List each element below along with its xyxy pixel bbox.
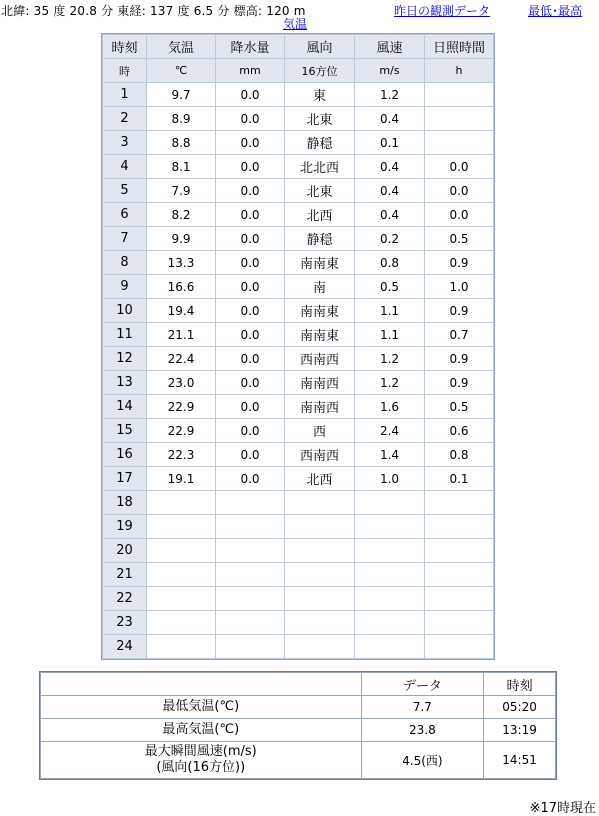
wind-speed-cell (355, 515, 424, 538)
summary-header-row (41, 673, 555, 695)
temperature-cell (147, 539, 215, 562)
precipitation-cell: 0.0 (216, 155, 284, 178)
hour-cell: 3 (103, 131, 146, 154)
wind-speed-cell: 1.2 (355, 83, 424, 106)
table-row (103, 611, 493, 634)
sunshine-cell: 1.0 (425, 275, 493, 298)
unit-header-wind-speed: m/s (355, 59, 424, 82)
sunshine-cell: 0.9 (425, 371, 493, 394)
precipitation-cell: 0.0 (216, 395, 284, 418)
table-row (103, 587, 493, 610)
wind-direction-cell (285, 491, 354, 514)
precipitation-cell: 0.0 (216, 275, 284, 298)
summary-time: 14:51 (484, 742, 555, 778)
wind-direction-cell: 北東 (285, 179, 354, 202)
wind-speed-cell: 1.1 (355, 299, 424, 322)
unit-header-temperature: ℃ (147, 59, 215, 82)
temperature-cell: 22.9 (147, 395, 215, 418)
temperature-cell: 22.3 (147, 443, 215, 466)
temperature-cell: 9.9 (147, 227, 215, 250)
temperature-cell: 23.0 (147, 371, 215, 394)
sunshine-cell: 0.5 (425, 227, 493, 250)
temperature-cell (147, 635, 215, 658)
sunshine-cell (425, 83, 493, 106)
wind-direction-cell (285, 539, 354, 562)
wind-speed-cell (355, 563, 424, 586)
table-row (103, 443, 493, 466)
wind-direction-cell: 西南西 (285, 443, 354, 466)
sunshine-cell (425, 515, 493, 538)
wind-speed-cell (355, 635, 424, 658)
sunshine-cell: 0.5 (425, 395, 493, 418)
precipitation-cell: 0.0 (216, 467, 284, 490)
summary-row (41, 696, 555, 718)
table-row (103, 83, 493, 106)
precipitation-cell: 0.0 (216, 83, 284, 106)
hourly-observation-table (101, 33, 495, 660)
current-time-note: ※17時現在 (529, 801, 596, 816)
wind-speed-cell (355, 491, 424, 514)
precipitation-cell: 0.0 (216, 419, 284, 442)
wind-direction-cell: 北東 (285, 107, 354, 130)
table-row (103, 539, 493, 562)
table-row (103, 419, 493, 442)
wind-speed-cell (355, 611, 424, 634)
sunshine-cell (425, 107, 493, 130)
precipitation-cell: 0.0 (216, 251, 284, 274)
precipitation-cell: 0.0 (216, 323, 284, 346)
unit-header-wind-direction: 16方位 (285, 59, 354, 82)
table-row (103, 251, 493, 274)
precipitation-cell: 0.0 (216, 347, 284, 370)
hour-cell: 7 (103, 227, 146, 250)
wind-speed-cell (355, 587, 424, 610)
table-row (103, 371, 493, 394)
hour-cell: 6 (103, 203, 146, 226)
summary-label: 最大瞬間風速(m/s) (風向(16方位)) (41, 742, 361, 778)
wind-direction-cell: 南南西 (285, 395, 354, 418)
wind-direction-cell: 南南東 (285, 323, 354, 346)
hour-cell: 20 (103, 539, 146, 562)
hour-cell: 17 (103, 467, 146, 490)
wind-direction-cell: 南南東 (285, 299, 354, 322)
wind-direction-cell (285, 635, 354, 658)
temperature-cell: 7.9 (147, 179, 215, 202)
temperature-cell: 22.4 (147, 347, 215, 370)
wind-direction-cell: 北西 (285, 467, 354, 490)
table-row (103, 635, 493, 658)
wind-speed-cell: 0.5 (355, 275, 424, 298)
temperature-cell: 16.6 (147, 275, 215, 298)
summary-row (41, 742, 555, 778)
precipitation-cell: 0.0 (216, 299, 284, 322)
precipitation-cell (216, 587, 284, 610)
wind-direction-cell: 東 (285, 83, 354, 106)
wind-speed-cell: 1.2 (355, 371, 424, 394)
wind-speed-cell: 1.6 (355, 395, 424, 418)
temperature-cell: 8.2 (147, 203, 215, 226)
precipitation-cell (216, 515, 284, 538)
table-row (103, 107, 493, 130)
wind-direction-cell: 北西 (285, 203, 354, 226)
wind-direction-cell (285, 563, 354, 586)
sunshine-cell (425, 539, 493, 562)
precipitation-cell: 0.0 (216, 131, 284, 154)
wind-direction-cell: 西 (285, 419, 354, 442)
table-row (103, 467, 493, 490)
hour-cell: 4 (103, 155, 146, 178)
hour-cell: 21 (103, 563, 146, 586)
hour-cell: 11 (103, 323, 146, 346)
sunshine-cell: 0.9 (425, 347, 493, 370)
wind-speed-cell: 0.1 (355, 131, 424, 154)
precipitation-cell: 0.0 (216, 443, 284, 466)
hour-cell: 9 (103, 275, 146, 298)
summary-header-time: 時刻 (484, 673, 555, 695)
temperature-cell (147, 587, 215, 610)
wind-direction-cell: 南南西 (285, 371, 354, 394)
precipitation-cell (216, 611, 284, 634)
table-unit-row (103, 59, 493, 82)
precipitation-cell: 0.0 (216, 107, 284, 130)
wind-direction-cell: 静穏 (285, 227, 354, 250)
hour-cell: 22 (103, 587, 146, 610)
table-row (103, 563, 493, 586)
temperature-cell: 8.1 (147, 155, 215, 178)
sunshine-cell: 0.9 (425, 251, 493, 274)
table-row (103, 179, 493, 202)
sunshine-cell: 0.1 (425, 467, 493, 490)
summary-label: 最低気温(℃) (41, 696, 361, 718)
table-row (103, 275, 493, 298)
precipitation-cell: 0.0 (216, 227, 284, 250)
hour-cell: 14 (103, 395, 146, 418)
wind-speed-cell: 1.1 (355, 323, 424, 346)
temperature-cell: 8.9 (147, 107, 215, 130)
wind-speed-cell: 2.4 (355, 419, 424, 442)
summary-time: 05:20 (484, 696, 555, 718)
table-row (103, 299, 493, 322)
sunshine-cell (425, 587, 493, 610)
precipitation-cell: 0.0 (216, 203, 284, 226)
table-row (103, 203, 493, 226)
column-header-hour: 時刻 (103, 35, 146, 58)
wind-direction-cell: 西南西 (285, 347, 354, 370)
table-row (103, 515, 493, 538)
temperature-cell: 22.9 (147, 419, 215, 442)
table-row (103, 131, 493, 154)
summary-header-data: データ (362, 673, 484, 695)
precipitation-cell (216, 491, 284, 514)
sunshine-cell (425, 635, 493, 658)
precipitation-cell (216, 635, 284, 658)
summary-value: 7.7 (362, 696, 484, 718)
min-max-temp-link[interactable]: 最低･最高 (528, 4, 583, 18)
wind-speed-cell: 0.8 (355, 251, 424, 274)
sunshine-cell: 0.0 (425, 179, 493, 202)
hour-cell: 12 (103, 347, 146, 370)
sunshine-cell (425, 491, 493, 514)
sunshine-cell: 0.0 (425, 203, 493, 226)
hour-cell: 16 (103, 443, 146, 466)
temperature-cell: 19.4 (147, 299, 215, 322)
summary-header-blank (41, 673, 361, 695)
sunshine-cell (425, 563, 493, 586)
temperature-cell (147, 515, 215, 538)
unit-header-hour: 時 (103, 59, 146, 82)
min-max-temp-link-continued[interactable]: 気温 (283, 17, 308, 31)
temperature-cell: 19.1 (147, 467, 215, 490)
hour-cell: 2 (103, 107, 146, 130)
wind-speed-cell: 1.2 (355, 347, 424, 370)
hour-cell: 23 (103, 611, 146, 634)
yesterday-data-link[interactable]: 昨日の観測データ (394, 4, 491, 18)
hour-cell: 19 (103, 515, 146, 538)
wind-direction-cell: 南 (285, 275, 354, 298)
column-header-sunshine: 日照時間 (425, 35, 493, 58)
temperature-cell (147, 563, 215, 586)
unit-header-precipitation: mm (216, 59, 284, 82)
hour-cell: 1 (103, 83, 146, 106)
unit-header-sunshine: h (425, 59, 493, 82)
temperature-cell (147, 491, 215, 514)
column-header-wind-direction: 風向 (285, 35, 354, 58)
column-header-precipitation: 降水量 (216, 35, 284, 58)
wind-speed-cell: 0.4 (355, 107, 424, 130)
precipitation-cell (216, 539, 284, 562)
precipitation-cell: 0.0 (216, 371, 284, 394)
wind-speed-cell: 0.4 (355, 155, 424, 178)
daily-summary-table (39, 671, 557, 780)
table-row (103, 323, 493, 346)
wind-direction-cell: 静穏 (285, 131, 354, 154)
wind-direction-cell (285, 611, 354, 634)
summary-value: 4.5(西) (362, 742, 484, 778)
temperature-cell: 9.7 (147, 83, 215, 106)
summary-time: 13:19 (484, 719, 555, 741)
hour-cell: 18 (103, 491, 146, 514)
table-row (103, 395, 493, 418)
hour-cell: 13 (103, 371, 146, 394)
hour-cell: 8 (103, 251, 146, 274)
station-location-info: 北緯: 35 度 20.8 分 東経: 137 度 6.5 分 標高: 120 m (1, 4, 306, 18)
table-row (103, 491, 493, 514)
wind-speed-cell (355, 539, 424, 562)
wind-direction-cell: 南南東 (285, 251, 354, 274)
temperature-cell: 13.3 (147, 251, 215, 274)
hour-cell: 15 (103, 419, 146, 442)
sunshine-cell: 0.7 (425, 323, 493, 346)
precipitation-cell (216, 563, 284, 586)
table-row (103, 155, 493, 178)
sunshine-cell: 0.8 (425, 443, 493, 466)
wind-direction-cell (285, 515, 354, 538)
wind-speed-cell: 1.0 (355, 467, 424, 490)
wind-direction-cell: 北北西 (285, 155, 354, 178)
hour-cell: 5 (103, 179, 146, 202)
precipitation-cell: 0.0 (216, 179, 284, 202)
column-header-temperature: 気温 (147, 35, 215, 58)
sunshine-cell: 0.9 (425, 299, 493, 322)
hour-cell: 10 (103, 299, 146, 322)
table-row (103, 347, 493, 370)
hour-cell: 24 (103, 635, 146, 658)
sunshine-cell (425, 611, 493, 634)
column-header-wind-speed: 風速 (355, 35, 424, 58)
summary-value: 23.8 (362, 719, 484, 741)
temperature-cell: 8.8 (147, 131, 215, 154)
wind-speed-cell: 1.4 (355, 443, 424, 466)
sunshine-cell: 0.0 (425, 155, 493, 178)
table-header-row (103, 35, 493, 58)
table-row (103, 227, 493, 250)
wind-direction-cell (285, 587, 354, 610)
station-header (0, 0, 599, 30)
temperature-cell (147, 611, 215, 634)
wind-speed-cell: 0.4 (355, 179, 424, 202)
summary-row (41, 719, 555, 741)
wind-speed-cell: 0.4 (355, 203, 424, 226)
sunshine-cell (425, 131, 493, 154)
temperature-cell: 21.1 (147, 323, 215, 346)
sunshine-cell: 0.6 (425, 419, 493, 442)
summary-label: 最高気温(℃) (41, 719, 361, 741)
wind-speed-cell: 0.2 (355, 227, 424, 250)
